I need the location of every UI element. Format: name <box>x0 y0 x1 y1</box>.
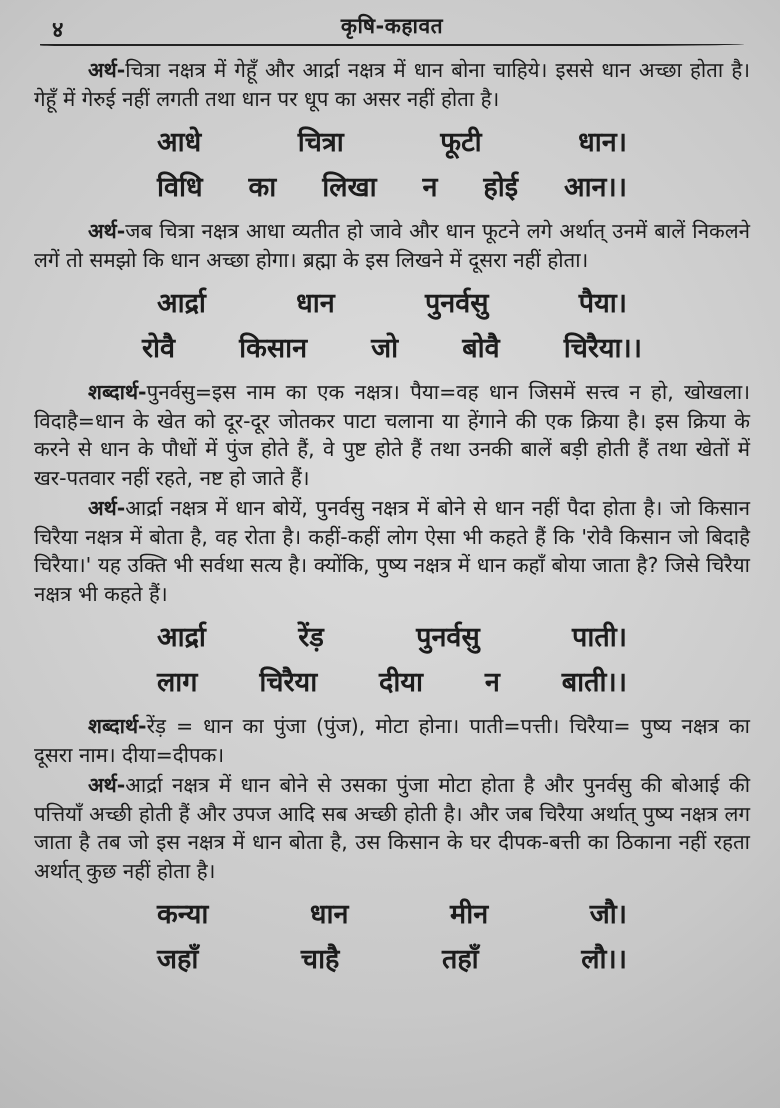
page-body <box>34 56 750 982</box>
couplet-line: विधि का लिखा न होई आन।। <box>157 172 627 203</box>
paragraph-text: जब चित्रा नक्षत्र आधा व्यतीत हो जावे और धान फूटने लगे अर्थात् उनमें बालें निकलने लगें तो समझो कि धान अच्छा होगा। ब्रह्मा के इस लिखने में दूसरा नहीं होता। <box>34 219 750 272</box>
paragraph-lead: अर्थ- <box>88 219 126 243</box>
page-number: ४ <box>52 18 64 43</box>
couplet-3 <box>34 615 750 705</box>
couplet-line: आर्द्रा धान पुनर्वसु पैया। <box>157 288 627 319</box>
paragraph-lead: शब्दार्थ- <box>88 714 147 738</box>
paragraph-text: पुनर्वसु=इस नाम का एक नक्षत्र। पैया=वह धान जिसमें सत्त्व न हो, खोखला। विदाहै=धान के खेत को दूर-दूर जोतकर पाटा चलाना या हेंगाने की एक क्रिया है। इस क्रिया के करने से धान के पौधों में पुंज होते हैं, वे पुष्ट होते हैं तथा उनकी बालें बड़ी होती हैं तथा खेतों में खर-पतवार नहीं रहते, नष्ट हो जाते हैं। <box>34 380 750 490</box>
meaning-paragraph-4 <box>34 771 750 885</box>
paragraph-lead: शब्दार्थ- <box>88 380 147 404</box>
couplet-line: कन्या धान मीन जौ। <box>157 899 627 930</box>
couplet-line: आर्द्रा रेंड़ पुनर्वसु पाती। <box>157 622 627 653</box>
glossary-paragraph-1 <box>34 378 750 492</box>
paragraph-text: चित्रा नक्षत्र में गेहूँ और आर्द्रा नक्षत्र में धान बोना चाहिये। इससे धान अच्छा होता है। गेहूँ में गेरुई नहीं लगती तथा धान पर धूप का असर नहीं होता है। <box>34 58 750 111</box>
paragraph-lead: अर्थ- <box>88 58 126 82</box>
couplet-1 <box>34 120 750 210</box>
couplet-line: रोवै किसान जो बोवै चिरैया।। <box>142 333 642 364</box>
couplet-line: जहाँ चाहै तहाँ लौ।। <box>157 944 627 975</box>
paragraph-lead: अर्थ- <box>88 496 126 520</box>
couplet-2 <box>34 281 750 371</box>
paragraph-text: आर्द्रा नक्षत्र में धान बोयें, पुनर्वसु नक्षत्र में बोने से धान नहीं पैदा होता है। जो किसान चिरैया नक्षत्र में बोता है, वह रोता है। कहीं-कहीं लोग ऐसा भी कहते हैं कि 'रोवै किसान जो बिदाहै चिरैया।' यह उक्ति भी सर्वथा सत्य है। क्योंकि, पुष्य नक्षत्र में धान कहाँ बोया जाता है? जिसे चिरैया नक्षत्र भी कहते हैं। <box>34 496 750 606</box>
glossary-paragraph-2 <box>34 712 750 769</box>
meaning-paragraph-3 <box>34 494 750 608</box>
page-title: कृषि-कहावत <box>340 14 444 38</box>
header-rule <box>40 44 744 46</box>
couplet-line: लाग चिरैया दीया न बाती।। <box>157 667 627 698</box>
couplet-4 <box>34 892 750 982</box>
couplet-line: आधे चित्रा फूटी धान। <box>157 127 627 158</box>
paragraph-lead: अर्थ- <box>88 773 126 797</box>
paragraph-text: आर्द्रा नक्षत्र में धान बोने से उसका पुंजा मोटा होता है और पुनर्वसु की बोआई की पत्तियाँ अच्छी होती हैं और उपज आदि सब अच्छी होती है। और जब चिरैया अर्थात् पुष्य नक्षत्र लग जाता है तब जो इस नक्षत्र में धान बोता है, उस किसान के घर दीपक-बत्ती का ठिकाना नहीं रहता अर्थात् कुछ नहीं होता है। <box>34 773 750 883</box>
paragraph-text: रेंड़ = धान का पुंजा (पुंज), मोटा होना। पाती=पत्ती। चिरैया= पुष्य नक्षत्र का दूसरा नाम। दीया=दीपक। <box>34 714 750 767</box>
meaning-paragraph-2 <box>34 217 750 274</box>
meaning-paragraph-1 <box>34 56 750 113</box>
page-header <box>34 12 750 42</box>
